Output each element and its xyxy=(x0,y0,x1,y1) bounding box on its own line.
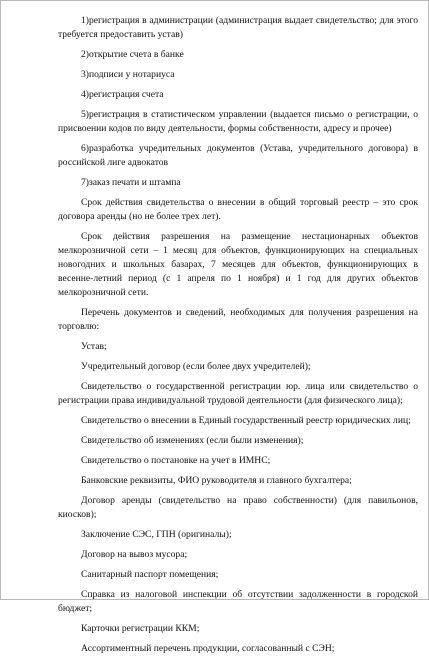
doc-item-lease-agreement: Договор аренды (свидетельство на право собственности) (для павильонов, киосков); xyxy=(58,495,418,520)
doc-item-ses-conclusion: Заключение СЭС, ГПН (оригиналы); xyxy=(81,529,232,540)
document-body xyxy=(58,14,418,662)
step-2: 2)открытие счета в банке xyxy=(81,49,184,60)
step-1: 1)регистрация в администрации (администрация выдает свидетельство; для этого требуется предоставить устав) xyxy=(58,15,418,40)
doc-item-kkm-cards: Карточки регистрации ККМ; xyxy=(81,623,200,634)
doc-item-founding-agreement: Учредительный договор (если более двух учредителей); xyxy=(81,361,311,372)
step-5: 5)регистрация в статистическом управлении (выдается письмо о регистрации, о присвоении кодов по виду деятельности, формы собственности, адресу и прочее) xyxy=(58,109,418,134)
step-7: 7)заказ печати и штампа xyxy=(81,177,181,188)
doc-item-tax-registration: Свидетельство о постановке на учет в ИМНС; xyxy=(81,455,271,466)
documents-list-intro: Перечень документов и сведений, необходимых для получения разрешения на торговлю: xyxy=(58,307,418,332)
step-4: 4)регистрация счета xyxy=(81,89,164,100)
doc-item-tax-certificate: Справка из налоговой инспекции об отсутствии задолженности в городской бюджет; xyxy=(58,589,418,614)
permit-term-paragraph: Срок действия разрешения на размещение нестационарных объектов мелкорозничной сети – 1 месяц для объектов, функционирующих на специальных новогодних и школьных базарах, 7 месяцев для объектов, функционирующих в весенне-летний период (с 1 апреля по 1 ноября) и 1 год для других объектов мелкорозничной сети. xyxy=(58,231,418,298)
doc-item-unified-register: Свидетельство о внесении в Единый государственный реестр юридических лиц; xyxy=(81,415,411,426)
doc-item-assortment-list: Ассортиментный перечень продукции, согласованный с СЭН; xyxy=(81,643,335,654)
certificate-term-paragraph: Срок действия свидетельства о внесении в общий торговый реестр – это срок договора аренды (но не более трех лет). xyxy=(58,197,418,222)
step-6: 6)разработка учредительных документов (Устава, учредительного договора) в российской лиге адвокатов xyxy=(58,143,418,168)
doc-item-waste-contract: Договор на вывоз мусора; xyxy=(81,549,188,560)
doc-item-bank-details: Банковские реквизиты, ФИО руководителя и главного бухгалтера; xyxy=(81,475,352,486)
doc-item-state-registration: Свидетельство о государственной регистрации юр. лица или свидетельство о регистрации права индивидуальной трудовой деятельности (для физического лица); xyxy=(58,381,418,406)
doc-item-charter: Устав; xyxy=(81,341,107,352)
step-3: 3)подписи у нотариуса xyxy=(81,69,175,80)
doc-item-changes-certificate: Свидетельство об изменениях (если были изменения); xyxy=(81,435,304,446)
doc-item-sanitary-passport: Санитарный паспорт помещения; xyxy=(81,569,219,580)
